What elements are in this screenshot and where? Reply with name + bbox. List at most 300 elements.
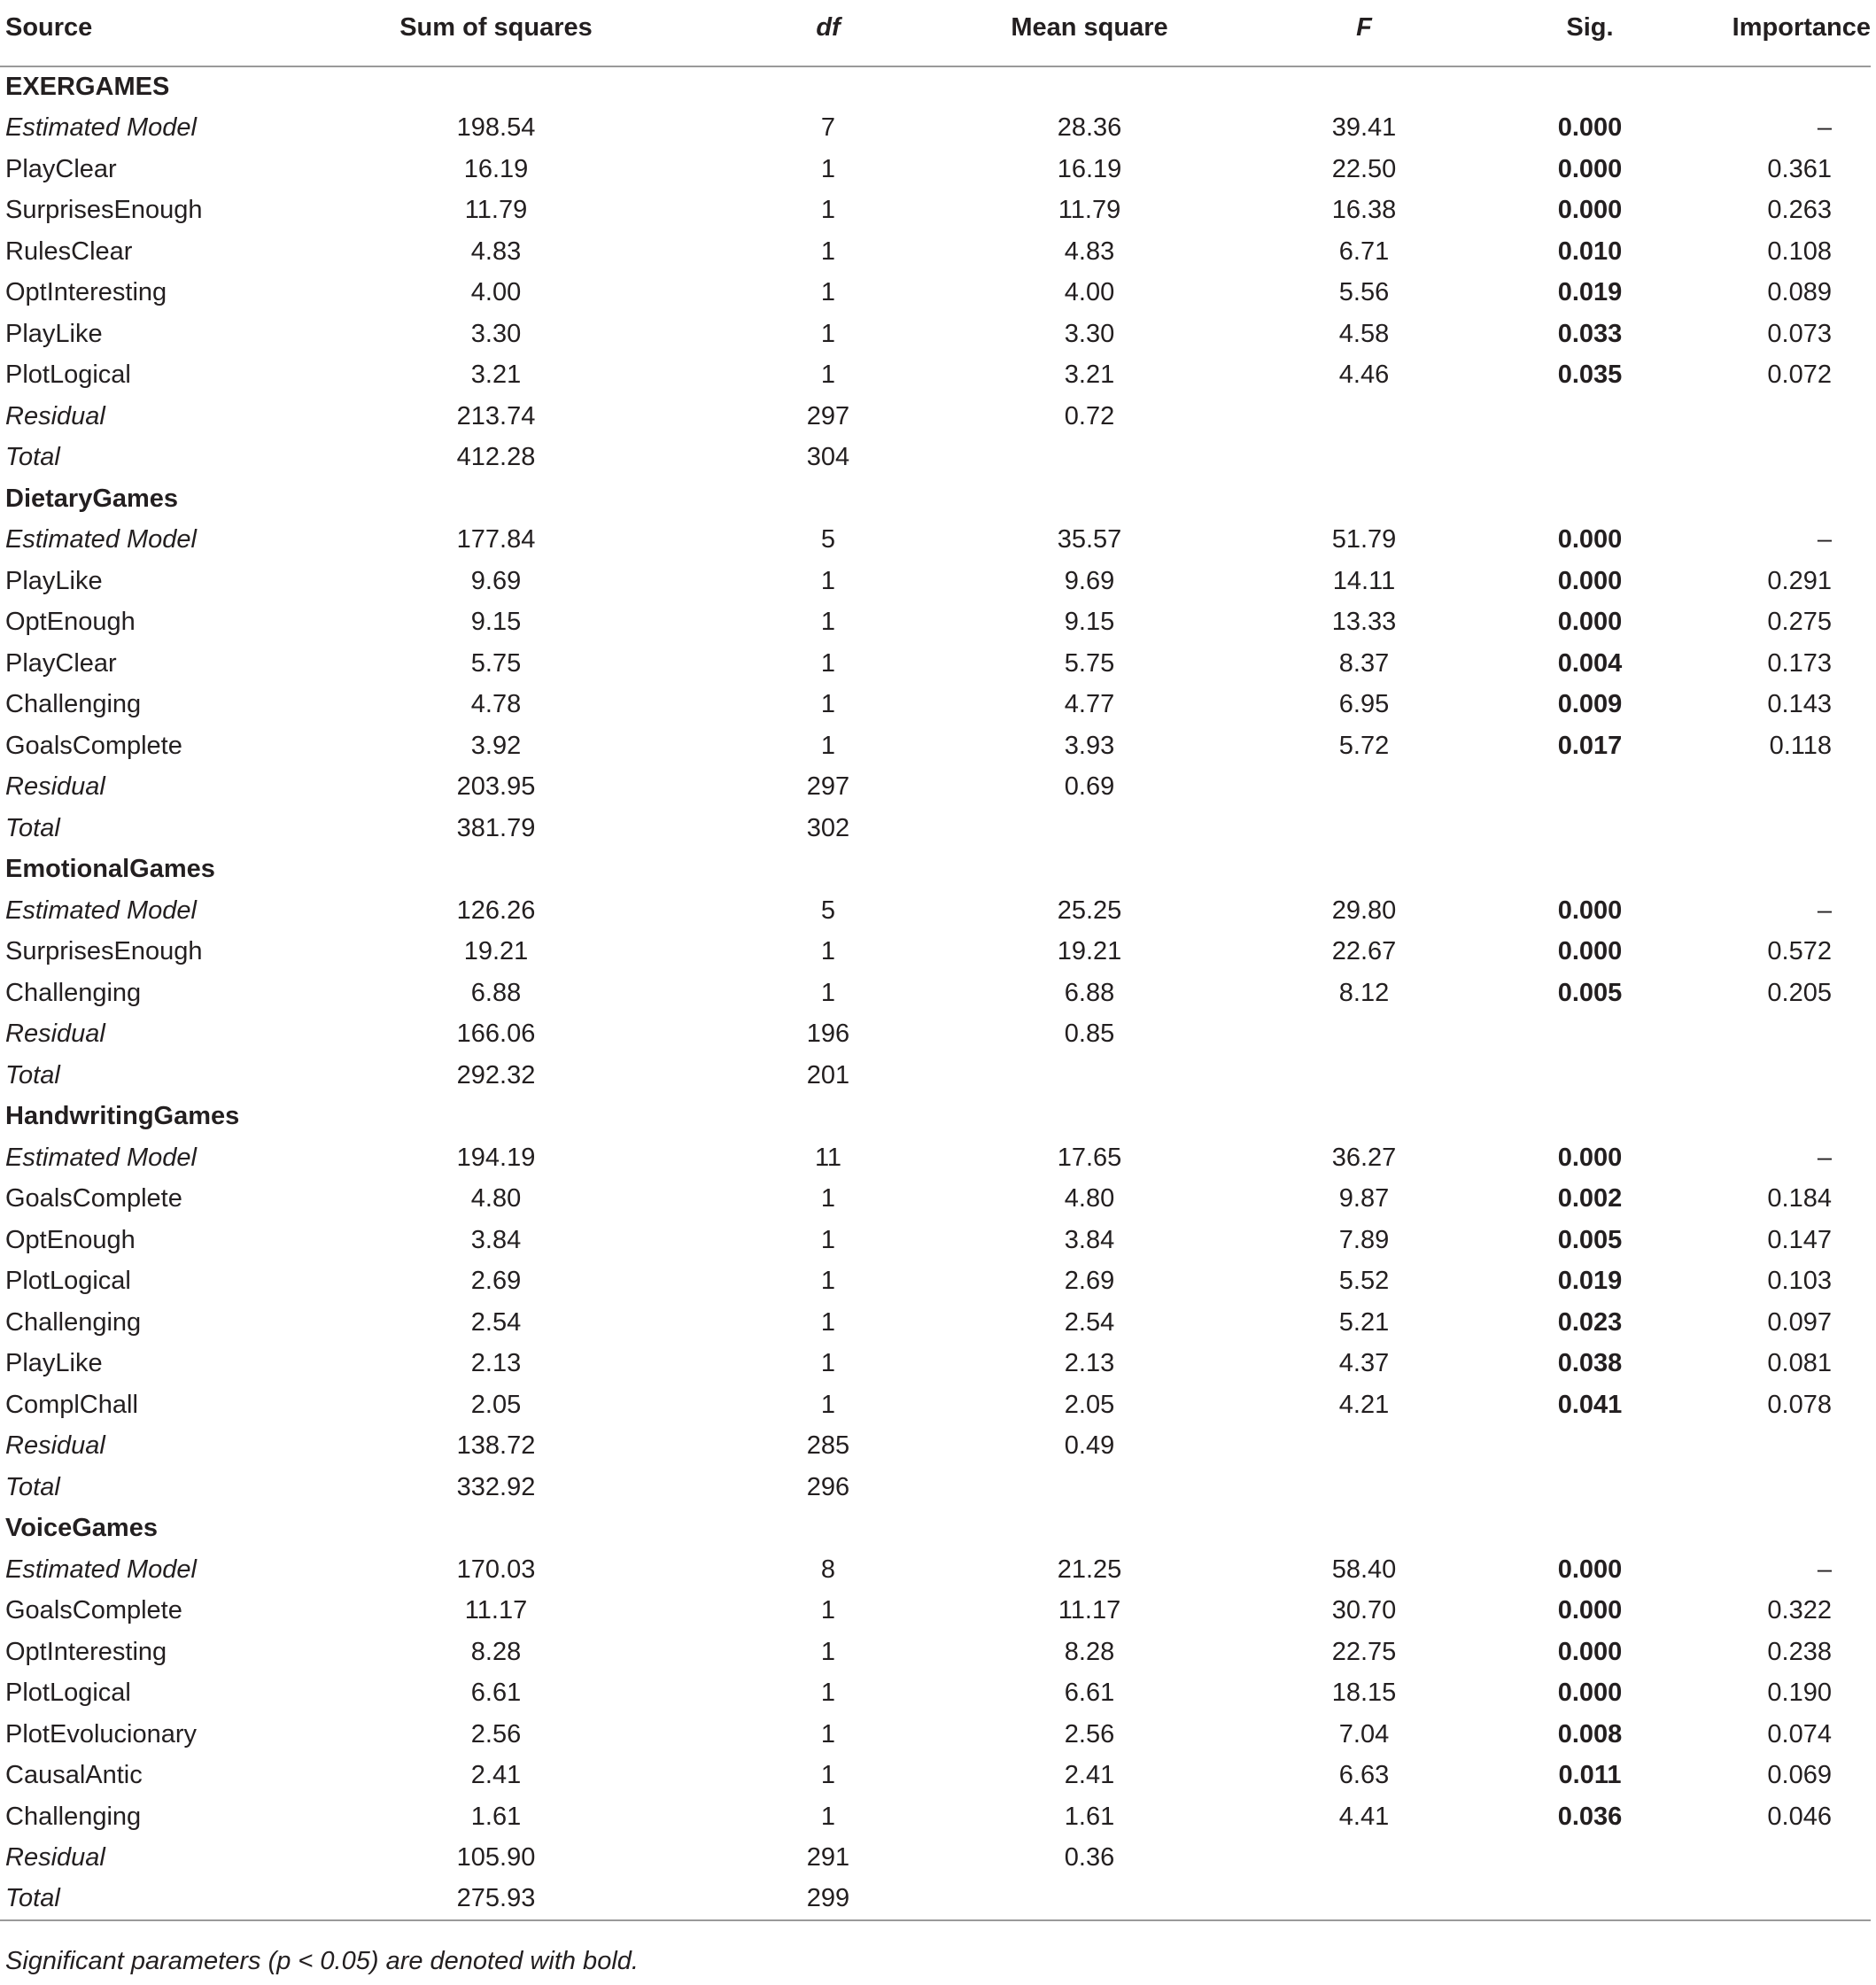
group-header-row bbox=[0, 66, 1871, 108]
cell-sum-of-squares: 3.21 bbox=[470, 361, 522, 390]
cell-sum-of-squares: 2.05 bbox=[470, 1390, 522, 1419]
cell-df: 1 bbox=[820, 1637, 836, 1666]
cell-importance: – bbox=[1817, 113, 1832, 143]
cell-f: 22.67 bbox=[1331, 937, 1397, 966]
cell-f: 6.63 bbox=[1338, 1761, 1390, 1790]
group-header-row bbox=[0, 478, 1871, 520]
cell-f: 5.56 bbox=[1338, 278, 1390, 307]
cell-mean-square: 2.41 bbox=[1064, 1761, 1115, 1790]
group-name: VoiceGames bbox=[5, 1514, 158, 1543]
group-name: HandwritingGames bbox=[5, 1102, 240, 1131]
cell-mean-square: 17.65 bbox=[1057, 1143, 1122, 1172]
cell-f: 22.50 bbox=[1331, 154, 1397, 183]
cell-df: 302 bbox=[806, 813, 850, 842]
cell-sum-of-squares: 2.69 bbox=[470, 1267, 522, 1296]
cell-mean-square: 9.15 bbox=[1064, 608, 1115, 637]
cell-mean-square: 21.25 bbox=[1057, 1555, 1122, 1584]
cell-mean-square: 28.36 bbox=[1057, 113, 1122, 143]
cell-source: SurprisesEnough bbox=[5, 196, 203, 225]
cell-importance: 0.291 bbox=[1767, 566, 1832, 595]
cell-mean-square: 3.30 bbox=[1064, 319, 1115, 348]
cell-f bbox=[1222, 1467, 1506, 1508]
cell-source: Residual bbox=[5, 1431, 105, 1461]
cell-df: 1 bbox=[820, 1349, 836, 1378]
cell-f bbox=[1222, 1838, 1506, 1880]
cell-mean-square: 11.79 bbox=[1058, 196, 1121, 225]
cell-sum-of-squares: 4.83 bbox=[470, 236, 522, 266]
cell-importance: – bbox=[1817, 1555, 1832, 1584]
cell-f: 4.41 bbox=[1338, 1802, 1390, 1831]
cell-mean-square: 4.77 bbox=[1064, 690, 1115, 719]
table-body bbox=[0, 66, 1871, 1920]
cell-source: Estimated Model bbox=[5, 113, 197, 143]
cell-source: Challenging bbox=[5, 690, 142, 719]
table-row bbox=[0, 1179, 1871, 1221]
table-row bbox=[0, 561, 1871, 602]
cell-df: 1 bbox=[820, 319, 836, 348]
cell-source: Estimated Model bbox=[5, 525, 197, 554]
cell-df: 1 bbox=[820, 1267, 836, 1296]
cell-sum-of-squares: 166.06 bbox=[456, 1020, 536, 1049]
cell-importance: 0.097 bbox=[1767, 1307, 1832, 1337]
cell-source: PlotLogical bbox=[5, 361, 131, 390]
cell-sig: 0.011 bbox=[1558, 1761, 1622, 1790]
cell-sum-of-squares: 203.95 bbox=[456, 772, 536, 802]
table-row bbox=[0, 643, 1871, 685]
cell-sum-of-squares: 11.17 bbox=[464, 1596, 528, 1625]
cell-mean-square: 35.57 bbox=[1057, 525, 1122, 554]
cell-sig: 0.036 bbox=[1557, 1802, 1623, 1831]
cell-source: PlayLike bbox=[5, 566, 103, 595]
cell-df: 1 bbox=[820, 196, 836, 225]
cell-f: 4.46 bbox=[1338, 361, 1390, 390]
cell-importance: 0.118 bbox=[1769, 731, 1832, 760]
header-row bbox=[0, 0, 1871, 66]
table-row bbox=[0, 1549, 1871, 1591]
cell-sum-of-squares: 198.54 bbox=[456, 113, 536, 143]
cell-sig: 0.005 bbox=[1557, 978, 1623, 1007]
cell-source: Residual bbox=[5, 401, 105, 430]
cell-importance bbox=[1674, 396, 1871, 438]
cell-f bbox=[1222, 1055, 1506, 1097]
cell-mean-square: 4.00 bbox=[1064, 278, 1115, 307]
cell-importance bbox=[1674, 1838, 1871, 1880]
cell-importance: – bbox=[1817, 896, 1832, 925]
cell-sum-of-squares: 332.92 bbox=[456, 1472, 536, 1501]
cell-df: 1 bbox=[820, 361, 836, 390]
cell-mean-square: 25.25 bbox=[1057, 896, 1122, 925]
cell-importance bbox=[1674, 1467, 1871, 1508]
cell-sig: 0.009 bbox=[1557, 690, 1623, 719]
cell-f: 51.79 bbox=[1331, 525, 1397, 554]
table-row bbox=[0, 438, 1871, 479]
cell-source: OptEnough bbox=[5, 1225, 136, 1254]
cell-sum-of-squares: 292.32 bbox=[456, 1060, 536, 1089]
cell-df: 5 bbox=[820, 896, 836, 925]
cell-sum-of-squares: 5.75 bbox=[470, 648, 522, 678]
cell-sum-of-squares: 16.19 bbox=[463, 154, 529, 183]
cell-df: 1 bbox=[820, 1184, 836, 1213]
cell-df: 1 bbox=[820, 690, 836, 719]
cell-mean-square bbox=[957, 1467, 1222, 1508]
cell-df: 1 bbox=[820, 1390, 836, 1419]
cell-source: Estimated Model bbox=[5, 1555, 197, 1584]
cell-sum-of-squares: 11.79 bbox=[464, 196, 528, 225]
table-row bbox=[0, 602, 1871, 644]
cell-sum-of-squares: 2.13 bbox=[470, 1349, 522, 1378]
cell-importance: 0.069 bbox=[1767, 1761, 1832, 1790]
cell-sig: 0.033 bbox=[1557, 319, 1623, 348]
cell-importance bbox=[1674, 1014, 1871, 1056]
cell-sig: 0.019 bbox=[1557, 278, 1623, 307]
cell-sig: 0.000 bbox=[1557, 525, 1623, 554]
cell-mean-square: 2.56 bbox=[1064, 1719, 1115, 1749]
cell-f: 16.38 bbox=[1331, 196, 1397, 225]
cell-source: Challenging bbox=[5, 1802, 142, 1831]
cell-mean-square: 0.69 bbox=[1064, 772, 1115, 802]
cell-df: 1 bbox=[820, 978, 836, 1007]
cell-sig bbox=[1506, 396, 1674, 438]
cell-source: Estimated Model bbox=[5, 896, 197, 925]
table-row bbox=[0, 1384, 1871, 1426]
cell-mean-square: 9.69 bbox=[1064, 566, 1115, 595]
cell-f: 4.37 bbox=[1338, 1349, 1390, 1378]
header-f: F bbox=[1222, 0, 1506, 66]
cell-source: OptEnough bbox=[5, 608, 136, 637]
cell-importance: 0.074 bbox=[1767, 1719, 1832, 1749]
cell-sig: 0.000 bbox=[1557, 1555, 1623, 1584]
cell-f bbox=[1222, 1426, 1506, 1468]
group-name: EXERGAMES bbox=[5, 73, 170, 102]
cell-mean-square: 2.05 bbox=[1064, 1390, 1115, 1419]
cell-df: 7 bbox=[820, 113, 836, 143]
table-row bbox=[0, 108, 1871, 150]
cell-sum-of-squares: 105.90 bbox=[456, 1843, 536, 1873]
table-row bbox=[0, 808, 1871, 849]
table-row bbox=[0, 396, 1871, 438]
cell-df: 8 bbox=[820, 1555, 836, 1584]
table-row bbox=[0, 1714, 1871, 1756]
cell-sum-of-squares: 412.28 bbox=[456, 443, 536, 472]
cell-mean-square bbox=[957, 1879, 1222, 1920]
cell-mean-square: 6.61 bbox=[1064, 1679, 1115, 1708]
table-row bbox=[0, 685, 1871, 726]
cell-sum-of-squares: 6.61 bbox=[470, 1679, 522, 1708]
cell-importance: 0.073 bbox=[1767, 319, 1832, 348]
table-row bbox=[0, 273, 1871, 314]
cell-f: 8.37 bbox=[1338, 648, 1390, 678]
cell-f: 5.72 bbox=[1338, 731, 1390, 760]
cell-sig: 0.041 bbox=[1557, 1390, 1623, 1419]
cell-sum-of-squares: 213.74 bbox=[456, 401, 536, 430]
cell-f: 22.75 bbox=[1331, 1637, 1397, 1666]
cell-df: 1 bbox=[820, 278, 836, 307]
cell-source: Total bbox=[5, 443, 60, 472]
table-row bbox=[0, 1467, 1871, 1508]
cell-mean-square bbox=[957, 438, 1222, 479]
cell-f: 36.27 bbox=[1331, 1143, 1397, 1172]
cell-source: SurprisesEnough bbox=[5, 937, 203, 966]
cell-source: RulesClear bbox=[5, 236, 133, 266]
cell-source: PlotEvolucionary bbox=[5, 1719, 197, 1749]
cell-importance bbox=[1674, 1055, 1871, 1097]
cell-sig: 0.000 bbox=[1557, 1143, 1623, 1172]
cell-f: 30.70 bbox=[1331, 1596, 1397, 1625]
cell-f bbox=[1222, 767, 1506, 809]
cell-f: 39.41 bbox=[1331, 113, 1397, 143]
cell-sum-of-squares: 8.28 bbox=[470, 1637, 522, 1666]
cell-sig bbox=[1506, 1014, 1674, 1056]
cell-source: Total bbox=[5, 813, 60, 842]
cell-sum-of-squares: 19.21 bbox=[463, 937, 529, 966]
cell-sum-of-squares: 194.19 bbox=[456, 1143, 536, 1172]
cell-mean-square: 11.17 bbox=[1058, 1596, 1121, 1625]
table-row bbox=[0, 1014, 1871, 1056]
header-source: Source bbox=[0, 0, 292, 66]
cell-source: PlotLogical bbox=[5, 1267, 131, 1296]
cell-source: Residual bbox=[5, 1843, 105, 1873]
cell-sig: 0.000 bbox=[1557, 154, 1623, 183]
group-header-row bbox=[0, 1097, 1871, 1138]
cell-mean-square: 2.69 bbox=[1064, 1267, 1115, 1296]
cell-df: 1 bbox=[820, 1802, 836, 1831]
header-df: df bbox=[700, 0, 957, 66]
cell-source: OptInteresting bbox=[5, 1637, 167, 1666]
cell-importance: 0.238 bbox=[1767, 1637, 1832, 1666]
cell-importance: 0.081 bbox=[1767, 1349, 1832, 1378]
cell-sum-of-squares: 4.00 bbox=[470, 278, 522, 307]
cell-source: Residual bbox=[5, 772, 105, 802]
cell-df: 1 bbox=[820, 1596, 836, 1625]
table-row bbox=[0, 1632, 1871, 1673]
cell-source: GoalsComplete bbox=[5, 1596, 182, 1625]
cell-df: 1 bbox=[820, 1307, 836, 1337]
cell-sum-of-squares: 3.30 bbox=[470, 319, 522, 348]
cell-sig: 0.000 bbox=[1557, 113, 1623, 143]
cell-sig: 0.008 bbox=[1557, 1719, 1623, 1749]
cell-sig: 0.000 bbox=[1557, 1679, 1623, 1708]
cell-importance bbox=[1674, 808, 1871, 849]
cell-mean-square bbox=[957, 808, 1222, 849]
cell-mean-square bbox=[957, 1055, 1222, 1097]
cell-sig bbox=[1506, 1426, 1674, 1468]
cell-importance: 0.103 bbox=[1767, 1267, 1832, 1296]
cell-sig bbox=[1506, 1467, 1674, 1508]
table-row bbox=[0, 1756, 1871, 1797]
cell-importance bbox=[1674, 767, 1871, 809]
cell-f: 58.40 bbox=[1331, 1555, 1397, 1584]
cell-df: 1 bbox=[820, 236, 836, 266]
cell-importance: 0.572 bbox=[1767, 937, 1832, 966]
cell-f: 13.33 bbox=[1331, 608, 1397, 637]
table-row bbox=[0, 725, 1871, 767]
cell-df: 1 bbox=[820, 608, 836, 637]
cell-df: 296 bbox=[806, 1472, 850, 1501]
cell-source: GoalsComplete bbox=[5, 1184, 182, 1213]
cell-mean-square: 0.72 bbox=[1064, 401, 1115, 430]
cell-importance: 0.046 bbox=[1767, 1802, 1832, 1831]
table-row bbox=[0, 355, 1871, 397]
cell-sig bbox=[1506, 1055, 1674, 1097]
cell-sig bbox=[1506, 438, 1674, 479]
table-row bbox=[0, 1137, 1871, 1179]
cell-mean-square: 1.61 bbox=[1064, 1802, 1115, 1831]
cell-sum-of-squares: 177.84 bbox=[456, 525, 536, 554]
cell-mean-square: 5.75 bbox=[1064, 648, 1115, 678]
cell-df: 201 bbox=[806, 1060, 850, 1089]
cell-sig: 0.005 bbox=[1557, 1225, 1623, 1254]
table-row bbox=[0, 231, 1871, 273]
cell-importance: 0.078 bbox=[1767, 1390, 1832, 1419]
cell-importance: 0.205 bbox=[1767, 978, 1832, 1007]
table-row bbox=[0, 1591, 1871, 1632]
cell-sig: 0.000 bbox=[1557, 1596, 1623, 1625]
cell-sum-of-squares: 126.26 bbox=[456, 896, 536, 925]
cell-sig: 0.002 bbox=[1557, 1184, 1623, 1213]
cell-sig bbox=[1506, 1879, 1674, 1920]
cell-f: 18.15 bbox=[1331, 1679, 1397, 1708]
cell-sig bbox=[1506, 808, 1674, 849]
cell-sig: 0.035 bbox=[1557, 361, 1623, 390]
cell-source: Residual bbox=[5, 1020, 105, 1049]
table-row bbox=[0, 149, 1871, 190]
cell-df: 1 bbox=[820, 1679, 836, 1708]
cell-df: 297 bbox=[806, 401, 850, 430]
cell-source: Challenging bbox=[5, 1307, 142, 1337]
cell-sig: 0.019 bbox=[1557, 1267, 1623, 1296]
cell-importance: 0.322 bbox=[1767, 1596, 1832, 1625]
cell-source: GoalsComplete bbox=[5, 731, 182, 760]
cell-df: 1 bbox=[820, 154, 836, 183]
cell-source: PlayClear bbox=[5, 154, 117, 183]
table-row bbox=[0, 1838, 1871, 1880]
cell-mean-square: 2.54 bbox=[1064, 1307, 1115, 1337]
table-row bbox=[0, 1220, 1871, 1261]
group-header-row bbox=[0, 849, 1871, 891]
cell-sum-of-squares: 3.92 bbox=[470, 731, 522, 760]
table-row bbox=[0, 932, 1871, 973]
cell-f: 4.21 bbox=[1338, 1390, 1390, 1419]
cell-df: 1 bbox=[820, 648, 836, 678]
table-row bbox=[0, 890, 1871, 932]
cell-source: Total bbox=[5, 1060, 60, 1089]
cell-mean-square: 0.36 bbox=[1064, 1843, 1115, 1873]
group-name: DietaryGames bbox=[5, 484, 179, 513]
cell-mean-square: 8.28 bbox=[1064, 1637, 1115, 1666]
cell-f bbox=[1222, 808, 1506, 849]
table-row bbox=[0, 1796, 1871, 1838]
cell-mean-square: 3.21 bbox=[1064, 361, 1115, 390]
cell-importance: 0.190 bbox=[1767, 1679, 1832, 1708]
cell-f: 5.52 bbox=[1338, 1267, 1390, 1296]
cell-mean-square: 4.83 bbox=[1064, 236, 1115, 266]
cell-f: 5.21 bbox=[1338, 1307, 1390, 1337]
table-row bbox=[0, 1302, 1871, 1344]
cell-df: 1 bbox=[820, 1225, 836, 1254]
cell-importance: 0.143 bbox=[1767, 690, 1832, 719]
cell-source: PlayClear bbox=[5, 648, 117, 678]
cell-df: 304 bbox=[806, 443, 850, 472]
header-sum-of-squares: Sum of squares bbox=[292, 0, 700, 66]
cell-df: 196 bbox=[806, 1020, 850, 1049]
cell-mean-square: 2.13 bbox=[1064, 1349, 1115, 1378]
cell-source: PlotLogical bbox=[5, 1679, 131, 1708]
cell-sig: 0.023 bbox=[1557, 1307, 1623, 1337]
cell-f: 7.89 bbox=[1338, 1225, 1390, 1254]
header-sig: Sig. bbox=[1506, 0, 1674, 66]
table-row bbox=[0, 1426, 1871, 1468]
cell-sig: 0.000 bbox=[1557, 566, 1623, 595]
group-header-row bbox=[0, 1508, 1871, 1550]
cell-source: ComplChall bbox=[5, 1390, 138, 1419]
cell-source: Total bbox=[5, 1472, 60, 1501]
cell-f bbox=[1222, 438, 1506, 479]
cell-source: Total bbox=[0, 1879, 292, 1920]
cell-f: 4.58 bbox=[1338, 319, 1390, 348]
cell-df: 297 bbox=[806, 772, 850, 802]
cell-sum-of-squares: 1.61 bbox=[470, 1802, 522, 1831]
cell-sig: 0.010 bbox=[1557, 236, 1623, 266]
header-mean-square: Mean square bbox=[957, 0, 1222, 66]
cell-f: 8.12 bbox=[1338, 978, 1390, 1007]
cell-f: 7.04 bbox=[1338, 1719, 1390, 1749]
table-row bbox=[0, 1673, 1871, 1715]
cell-sig bbox=[1506, 1838, 1674, 1880]
cell-mean-square: 16.19 bbox=[1057, 154, 1122, 183]
table-row bbox=[0, 1055, 1871, 1097]
cell-sig: 0.000 bbox=[1557, 608, 1623, 637]
cell-mean-square: 0.85 bbox=[1064, 1020, 1115, 1049]
cell-sig: 0.017 bbox=[1557, 731, 1623, 760]
cell-importance: 0.173 bbox=[1767, 648, 1832, 678]
cell-importance bbox=[1674, 1879, 1871, 1920]
table-row bbox=[0, 1261, 1871, 1303]
cell-mean-square: 3.84 bbox=[1064, 1225, 1115, 1254]
table-row bbox=[0, 1344, 1871, 1385]
cell-df: 1 bbox=[820, 566, 836, 595]
cell-sum-of-squares: 170.03 bbox=[456, 1555, 536, 1584]
cell-source: PlayLike bbox=[5, 1349, 103, 1378]
cell-importance: 0.361 bbox=[1767, 154, 1832, 183]
cell-df: 285 bbox=[806, 1431, 850, 1461]
cell-sum-of-squares: 4.80 bbox=[470, 1184, 522, 1213]
cell-mean-square: 19.21 bbox=[1057, 937, 1122, 966]
cell-source: Challenging bbox=[5, 978, 142, 1007]
cell-mean-square: 4.80 bbox=[1064, 1184, 1115, 1213]
cell-sig: 0.000 bbox=[1557, 937, 1623, 966]
cell-importance: 0.147 bbox=[1767, 1225, 1832, 1254]
cell-sum-of-squares: 275.93 bbox=[292, 1879, 700, 1920]
cell-importance: 0.275 bbox=[1767, 608, 1832, 637]
cell-sig: 0.038 bbox=[1557, 1349, 1623, 1378]
cell-source: Estimated Model bbox=[5, 1143, 197, 1172]
cell-source: OptInteresting bbox=[5, 278, 167, 307]
cell-sum-of-squares: 6.88 bbox=[470, 978, 522, 1007]
cell-sum-of-squares: 4.78 bbox=[470, 690, 522, 719]
table-row bbox=[0, 190, 1871, 232]
cell-df: 11 bbox=[814, 1143, 842, 1172]
cell-sum-of-squares: 9.69 bbox=[470, 566, 522, 595]
cell-source: CausalAntic bbox=[5, 1761, 143, 1790]
table-row bbox=[0, 767, 1871, 809]
header-importance: Importance bbox=[1674, 0, 1871, 66]
group-name: EmotionalGames bbox=[5, 855, 215, 884]
cell-importance: 0.263 bbox=[1767, 196, 1832, 225]
cell-sum-of-squares: 2.54 bbox=[470, 1307, 522, 1337]
cell-df: 291 bbox=[806, 1843, 850, 1873]
cell-importance: 0.072 bbox=[1767, 361, 1832, 390]
cell-sig bbox=[1506, 767, 1674, 809]
